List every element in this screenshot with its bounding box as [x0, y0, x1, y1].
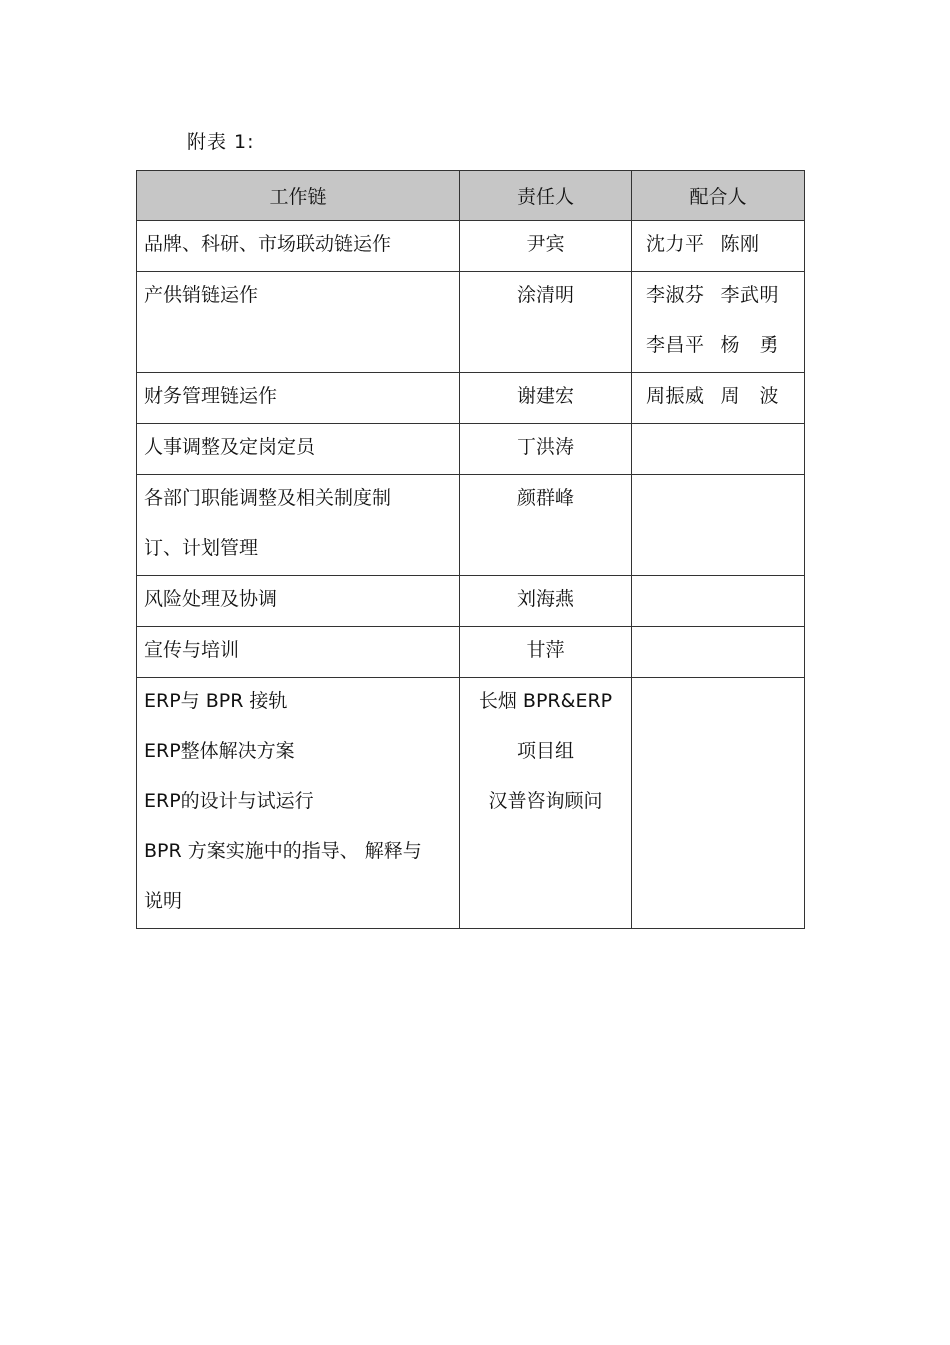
- work-chain-cell: [137, 576, 460, 627]
- table-header-row: [137, 171, 805, 221]
- partner-name: 李淑芬: [646, 284, 705, 306]
- work-chain-text: 财务管理链运作: [144, 385, 278, 407]
- work-chain-text: 风险处理及协调: [144, 588, 278, 610]
- owner-text: 长烟 BPR&ERP: [478, 690, 613, 712]
- table-body: [137, 221, 805, 929]
- owner-cell: [460, 373, 632, 424]
- owner-cell: [460, 424, 632, 475]
- responsibility-table: [136, 170, 805, 929]
- work-chain-text: 说明: [144, 890, 183, 912]
- owner-cell: [460, 221, 632, 272]
- owner-text: 甘萍: [526, 639, 565, 661]
- work-chain-cell: [137, 678, 460, 929]
- work-chain-text: 品牌、科研、市场联动链运作: [144, 233, 392, 255]
- partners-cell: [632, 627, 805, 678]
- owner-text: 项目组: [516, 740, 574, 762]
- work-chain-cell: [137, 221, 460, 272]
- table-row: [137, 627, 805, 678]
- table-row: [137, 424, 805, 475]
- work-chain-text: ERP整体解决方案: [144, 740, 295, 762]
- partner-name: 沈力平: [646, 233, 705, 255]
- table-row: [137, 373, 805, 424]
- work-chain-cell: [137, 424, 460, 475]
- work-chain-text: 产供销链运作: [144, 284, 259, 306]
- partner-name: 周振威: [646, 385, 705, 407]
- owner-text: 汉普咨询顾问: [488, 790, 603, 812]
- header-work-chain: 工作链: [137, 171, 460, 221]
- partners-cell: [632, 576, 805, 627]
- work-chain-text: 各部门职能调整及相关制度制: [144, 487, 392, 509]
- table-row: [137, 475, 805, 576]
- work-chain-text: ERP的设计与试运行: [144, 790, 314, 812]
- table-row: [137, 576, 805, 627]
- partner-name: 周 波: [720, 385, 780, 407]
- partners-cell: [632, 272, 805, 373]
- owner-cell: [460, 272, 632, 373]
- owner-text: 谢建宏: [516, 385, 574, 407]
- owner-cell: [460, 678, 632, 929]
- partners-cell: [632, 373, 805, 424]
- table-row: [137, 272, 805, 373]
- work-chain-text: 人事调整及定岗定员: [144, 436, 316, 458]
- table-caption: 附表 1:: [187, 131, 255, 153]
- work-chain-text: 订、计划管理: [144, 537, 259, 559]
- work-chain-text: BPR 方案实施中的指导、 解释与: [144, 840, 422, 862]
- owner-text: 涂清明: [516, 284, 574, 306]
- work-chain-text: 宣传与培训: [144, 639, 240, 661]
- partner-name: 陈刚: [720, 233, 760, 255]
- work-chain-cell: [137, 475, 460, 576]
- owner-cell: [460, 475, 632, 576]
- partner-name: 杨 勇: [720, 334, 780, 356]
- partners-line: [632, 322, 804, 372]
- header-owner: 责任人: [460, 171, 632, 221]
- partners-line: [632, 221, 804, 271]
- owner-text: 丁洪涛: [516, 436, 574, 458]
- partners-line: [632, 272, 804, 322]
- owner-cell: [460, 627, 632, 678]
- owner-text: 刘海燕: [516, 588, 574, 610]
- table-row: [137, 221, 805, 272]
- work-chain-cell: [137, 272, 460, 373]
- partners-cell: [632, 475, 805, 576]
- partner-name: 李武明: [720, 284, 780, 306]
- partners-line: [632, 373, 804, 423]
- owner-cell: [460, 576, 632, 627]
- work-chain-cell: [137, 627, 460, 678]
- owner-text: 颜群峰: [516, 487, 574, 509]
- partners-cell: [632, 678, 805, 929]
- work-chain-text: ERP与 BPR 接轨: [144, 690, 288, 712]
- partners-cell: [632, 221, 805, 272]
- work-chain-cell: [137, 373, 460, 424]
- table-row: [137, 678, 805, 929]
- owner-text: 尹宾: [526, 233, 565, 255]
- partners-cell: [632, 424, 805, 475]
- header-partners: 配合人: [632, 171, 805, 221]
- partner-name: 李昌平: [646, 334, 705, 356]
